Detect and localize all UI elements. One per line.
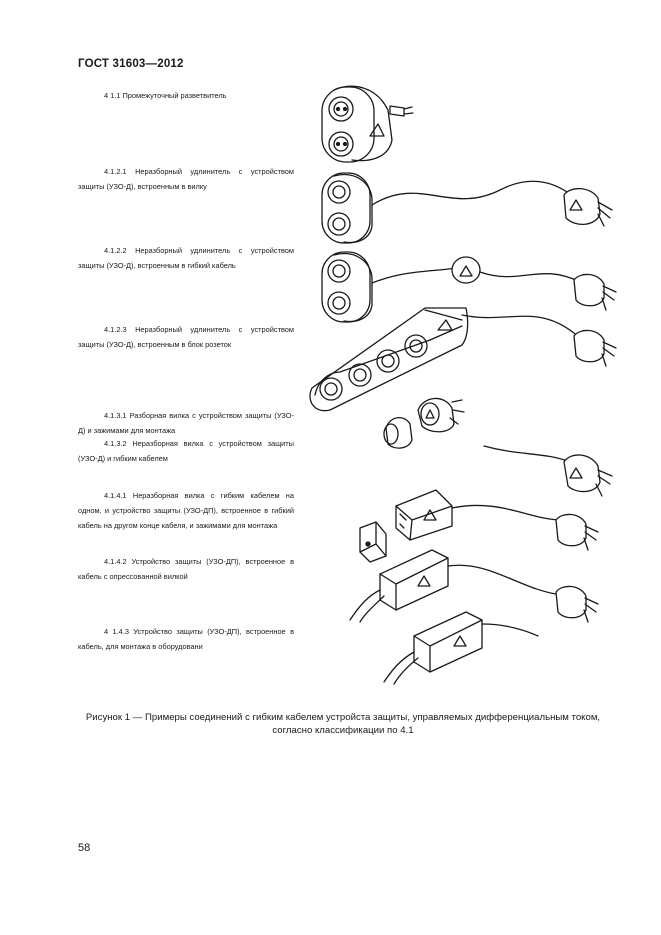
rcd-for-equipment-drawing — [384, 612, 538, 684]
item-4-1-1: 4 1.1 Промежуточный разветвитель — [104, 91, 227, 100]
item-4-1-4-2: 4.1.4.2 Устройство защиты (УЗО-ДП), встроенное в кабель с опрессованной вилкой — [78, 557, 294, 581]
document-header: ГОСТ 31603—2012 — [78, 58, 184, 70]
item-4-1-4-3: 4 1.4.3 Устройство защиты (УЗО-ДП), встроенное в кабель, для монтажа в оборудовани — [78, 627, 294, 651]
extension-rcd-in-socket-block-drawing — [310, 308, 616, 411]
item-4-1-2-2: 4.1.2.2 Неразборный удлинитель с устройством защиты (УЗО-Д), встроенным в гибкий кабель — [78, 246, 294, 270]
item-4-1-4-1: 4.1.4.1 Неразборная вилка с гибким кабелем на одном, и устройство защиты (УЗО-ДП), встроенное в гибкий кабель на другом конце кабеля, и зажимами для монтажа — [78, 491, 294, 530]
portable-rcd-and-plug-drawing — [360, 490, 598, 562]
extension-rcd-in-plug-drawing — [322, 173, 612, 243]
non-rewirable-plug-drawing — [484, 446, 612, 496]
item-4-1-3-1: 4.1.3.1 Разборная вилка с устройством защиты (УЗО-Д) и зажимами для монтажа — [78, 411, 294, 435]
page-number: 58 — [78, 842, 91, 854]
extension-rcd-in-cable-drawing — [322, 252, 616, 322]
rewirable-plug-drawing — [384, 398, 464, 448]
rcd-in-cable-molded-plug-drawing — [350, 550, 598, 622]
item-4-1-2-3: 4.1.2.3 Неразборный удлинитель с устройством защиты (УЗО-Д), встроенным в блок розеток — [78, 325, 294, 349]
figure-caption: Рисунок 1 — Примеры соединений с гибким кабелем устройста защиты, управляемых дифференциальным током, согласно классификации по 4.1 — [85, 712, 601, 736]
item-4-1-3-2: 4.1.3.2 Неразборная вилка с устройством защиты (УЗО-Д) и гибким кабелем — [78, 439, 294, 463]
adapter-splitter-drawing — [322, 86, 413, 162]
item-4-1-2-1: 4.1.2.1 Неразборный удлинитель с устройством защиты (УЗО-Д), встроенным в вилку — [78, 167, 294, 191]
